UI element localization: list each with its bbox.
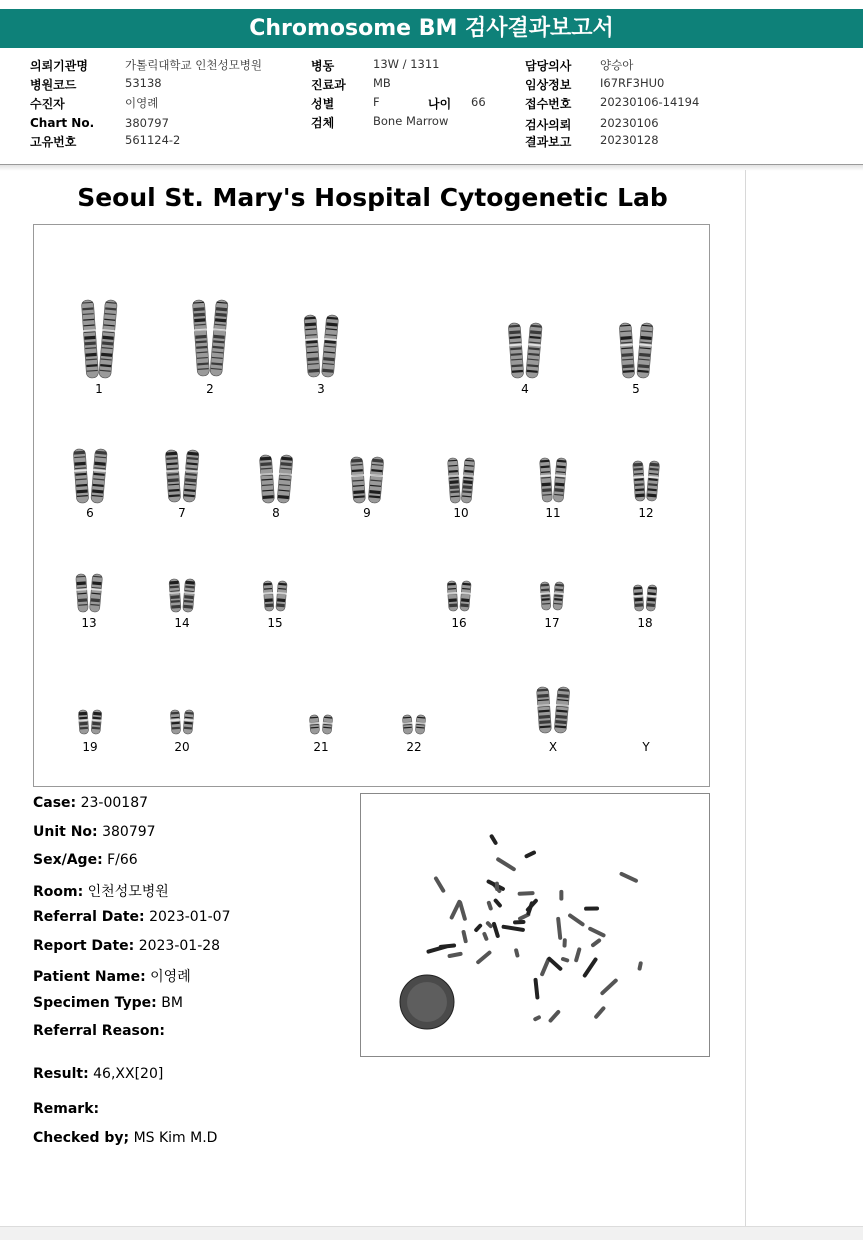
karyotype-panel [33, 224, 710, 787]
value-hospital-code: 53138 [125, 76, 162, 90]
chromosome-label-18: 18 [637, 616, 653, 630]
chromosome-pair-16 [446, 581, 471, 630]
chromosome-pair-8 [259, 455, 294, 520]
chromosome-pair-9 [350, 457, 385, 520]
chromosome-21b [322, 715, 334, 735]
result-label: Result: [33, 1066, 89, 1082]
specimen-type-value: BM [161, 995, 183, 1011]
chromosome-6a [73, 449, 90, 504]
chromosome-Xa [536, 687, 552, 734]
checked-by-value: MS Kim M.D [133, 1130, 218, 1146]
chromosome-6b [90, 449, 108, 504]
chromosome-2a [192, 300, 210, 377]
value-clinical-info: I67RF3HU0 [600, 76, 665, 90]
metaphase-chromosome [447, 952, 463, 959]
report-date-row [33, 938, 220, 954]
chromosome-label-12: 12 [638, 506, 654, 520]
metaphase-chromosome [582, 957, 598, 979]
chromosome-5b [636, 323, 654, 379]
chromosome-label-20: 20 [174, 740, 190, 754]
metaphase-chromosome [433, 876, 446, 894]
label-sex: 성별 [311, 97, 335, 111]
chromosome-1a [81, 300, 99, 379]
chromosome-label-11: 11 [545, 506, 561, 520]
room-label: Room: [33, 884, 84, 900]
chromosome-label-22: 22 [406, 740, 422, 754]
chromosome-pair-Y [641, 740, 650, 754]
chromosome-16b [459, 581, 472, 612]
chromosome-5a [619, 323, 636, 379]
value-unique-no: 561124-2 [125, 133, 181, 147]
referral-date-row [33, 909, 230, 925]
label-department: 진료과 [311, 78, 346, 92]
label-clinical-info: 임상정보 [525, 78, 572, 92]
chromosome-20b [182, 710, 194, 735]
chromosome-15b [275, 581, 288, 612]
referral-date-label: Referral Date: [33, 909, 145, 925]
chromosome-18b [645, 585, 657, 612]
metaphase-chromosome [533, 978, 539, 1000]
metaphase-spread [361, 794, 709, 1056]
chromosome-1b [98, 300, 118, 379]
metaphase-chromosome [493, 898, 503, 909]
patient-name-row [33, 966, 191, 986]
chromosome-label-8: 8 [272, 506, 280, 520]
value-result-report: 20230128 [600, 133, 659, 147]
remark-label: Remark: [33, 1101, 100, 1117]
chromosome-19a [78, 710, 90, 735]
chromosome-pair-13 [75, 574, 103, 630]
chromosome-pair-7 [165, 450, 200, 520]
metaphase-chromosome [492, 921, 501, 938]
label-receipt-no: 접수번호 [525, 97, 572, 111]
case-label: Case: [33, 795, 77, 811]
chromosome-pair-3 [303, 315, 339, 396]
metaphase-chromosome [461, 930, 468, 944]
metaphase-chromosome [475, 950, 492, 965]
chromosome-label-13: 13 [81, 616, 97, 630]
referral-reason-row [33, 1023, 165, 1039]
value-sex: F [373, 95, 380, 109]
label-ward: 병동 [311, 59, 335, 73]
chromosome-7a [165, 450, 182, 503]
chromosome-3a [303, 315, 320, 378]
chromosome-label-14: 14 [174, 616, 190, 630]
metaphase-chromosome [458, 900, 468, 921]
value-physician: 양승아 [600, 58, 634, 72]
label-institution: 의뢰기관명 [30, 59, 88, 73]
label-unique-no: 고유번호 [30, 135, 77, 149]
chromosome-14b [182, 579, 196, 613]
chromosome-13a [75, 574, 89, 613]
chromosome-label-3: 3 [317, 382, 325, 396]
value-receipt-no: 20230106-14194 [600, 95, 700, 109]
chromosome-12b [646, 461, 660, 502]
chromosome-20a [170, 710, 182, 735]
metaphase-chromosome [546, 956, 563, 972]
chromosome-pair-10 [447, 458, 475, 520]
chromosome-3b [321, 315, 339, 378]
chromosome-16a [446, 581, 458, 612]
chromosome-10a [447, 458, 461, 504]
patient-name-value: 이영례 [150, 969, 191, 985]
metaphase-chromosome [426, 944, 448, 954]
chromosome-label-5: 5 [632, 382, 640, 396]
metaphase-chromosome [574, 947, 582, 963]
chromosome-pair-19 [78, 710, 103, 754]
label-test-request: 검사의뢰 [525, 118, 572, 132]
value-test-request: 20230106 [600, 116, 659, 130]
chromosome-label-19: 19 [82, 740, 98, 754]
chromosome-label-7: 7 [178, 506, 186, 520]
case-value: 23-00187 [80, 795, 149, 811]
chromosome-label-10: 10 [453, 506, 469, 520]
chromosome-label-15: 15 [267, 616, 283, 630]
metaphase-chromosome [600, 978, 619, 996]
chromosome-label-9: 9 [363, 506, 371, 520]
chromosome-12a [632, 461, 646, 502]
chromosome-pair-1 [81, 300, 118, 396]
chromosome-11a [539, 458, 553, 503]
chromosome-pair-11 [539, 458, 567, 520]
metaphase-chromosome [619, 871, 639, 883]
chromosome-19b [90, 710, 102, 735]
metaphase-chromosome [518, 891, 535, 896]
value-department: MB [373, 76, 391, 90]
metaphase-chromosome [524, 850, 537, 859]
metaphase-chromosome [562, 938, 566, 948]
metaphase-chromosome [533, 1015, 542, 1022]
chromosome-pair-4 [508, 323, 543, 396]
chromosome-pair-6 [73, 449, 108, 520]
chromosome-pair-18 [633, 585, 658, 630]
chromosome-11b [553, 458, 568, 503]
header-info [0, 53, 863, 163]
chromosome-17b [552, 582, 564, 611]
metaphase-chromosome [590, 938, 602, 948]
chromosome-2b [209, 300, 229, 377]
chromosome-pair-21 [309, 715, 333, 754]
lab-title: Seoul St. Mary's Hospital Cytogenetic Lab [77, 183, 668, 212]
value-ward: 13W / 1311 [373, 57, 440, 71]
referral-date-value: 2023-01-07 [149, 909, 231, 925]
case-row [33, 795, 148, 811]
metaphase-chromosome [501, 925, 525, 933]
chromosome-Xb [554, 687, 571, 734]
metaphase-chromosome [559, 890, 563, 901]
chromosome-label-1: 1 [95, 382, 103, 396]
chromosome-pair-22 [402, 715, 426, 754]
checked-by-label: Checked by; [33, 1130, 130, 1146]
chromosome-8a [259, 455, 275, 504]
chromosome-21a [309, 715, 320, 735]
unit-no-value: 380797 [102, 824, 156, 840]
metaphase-image [360, 793, 710, 1057]
sex-age-label: Sex/Age: [33, 852, 103, 868]
report-banner: Chromosome BM 검사결과보고서 [0, 9, 863, 48]
label-specimen: 검체 [311, 116, 335, 130]
label-result-report: 결과보고 [525, 135, 572, 149]
specimen-type-row [33, 995, 183, 1011]
specimen-type-label: Specimen Type: [33, 995, 157, 1011]
value-institution: 가톨릭대학교 인천성모병원 [125, 58, 262, 72]
unit-no-label: Unit No: [33, 824, 98, 840]
checked-by-row [33, 1130, 217, 1146]
metaphase-chromosome [513, 920, 526, 925]
value-specimen: Bone Marrow [373, 114, 449, 128]
unit-no-row [33, 824, 156, 840]
chromosome-pair-14 [168, 579, 196, 630]
sex-age-row [33, 852, 138, 868]
chromosome-7b [182, 450, 199, 503]
chromosome-10b [461, 458, 476, 504]
chromosome-label-4: 4 [521, 382, 529, 396]
chromosome-18a [633, 585, 645, 612]
footer-band [0, 1226, 863, 1240]
metaphase-chromosome [514, 948, 520, 958]
label-patient: 수진자 [30, 97, 65, 111]
chromosome-pair-20 [170, 710, 195, 754]
sex-age-value: F/66 [107, 852, 138, 868]
patient-name-label: Patient Name: [33, 969, 146, 985]
chromosome-label-Y: Y [642, 740, 650, 754]
chromosome-8b [276, 455, 293, 504]
chromosome-label-17: 17 [544, 616, 560, 630]
chromosome-13b [89, 574, 103, 613]
metaphase-chromosome [556, 917, 562, 940]
metaphase-chromosome [495, 857, 516, 872]
room-row [33, 881, 169, 901]
chromosome-4a [508, 323, 525, 379]
chromosome-15a [262, 581, 274, 612]
chromosome-22b [415, 715, 427, 735]
metaphase-chromosome [486, 900, 493, 911]
label-hospital-code: 병원코드 [30, 78, 77, 92]
metaphase-chromosome [489, 834, 498, 846]
chromosome-9a [350, 457, 366, 504]
chromosome-pair-15 [262, 581, 287, 630]
metaphase-chromosome [473, 923, 483, 933]
chromosome-9b [368, 457, 385, 504]
metaphase-chromosome [495, 882, 499, 892]
value-age: 66 [471, 95, 486, 109]
chromosome-pair-17 [540, 582, 565, 630]
chromosome-label-6: 6 [86, 506, 94, 520]
chromosome-label-X: X [548, 740, 558, 754]
chromosome-pair-X [536, 687, 571, 754]
label-age: 나이 [428, 97, 452, 111]
metaphase-chromosome [567, 913, 585, 927]
metaphase-chromosome [560, 956, 569, 962]
metaphase-chromosome [587, 926, 606, 938]
label-chart-no: Chart No. [30, 116, 95, 130]
value-chart-no: 380797 [125, 116, 169, 130]
metaphase-chromosome [637, 961, 643, 971]
karyotype-figure [34, 225, 709, 786]
metaphase-chromosome [482, 931, 489, 941]
room-value: 인천성모병원 [87, 884, 169, 900]
chromosome-14a [168, 579, 181, 613]
remark-row [33, 1101, 99, 1117]
metaphase-chromosome [548, 1009, 561, 1023]
chromosome-pair-12 [632, 461, 660, 520]
result-value: 46,XX[20] [93, 1066, 164, 1082]
referral-reason-label: Referral Reason: [33, 1023, 166, 1039]
chromosome-pair-5 [619, 323, 654, 396]
chromosome-pair-2 [192, 300, 229, 396]
chromosome-label-21: 21 [313, 740, 329, 754]
report-date-label: Report Date: [33, 938, 135, 954]
report-date-value: 2023-01-28 [138, 938, 221, 954]
value-patient: 이영례 [125, 96, 159, 110]
chromosome-label-2: 2 [206, 382, 214, 396]
nucleus-texture [407, 982, 447, 1022]
chromosome-17a [540, 582, 552, 611]
chromosome-label-16: 16 [451, 616, 467, 630]
chromosome-22a [402, 715, 413, 735]
metaphase-chromosome [584, 906, 599, 910]
metaphase-chromosome [593, 1006, 606, 1020]
result-row [33, 1066, 163, 1082]
label-physician: 담당의사 [525, 59, 572, 73]
chromosome-4b [525, 323, 543, 379]
